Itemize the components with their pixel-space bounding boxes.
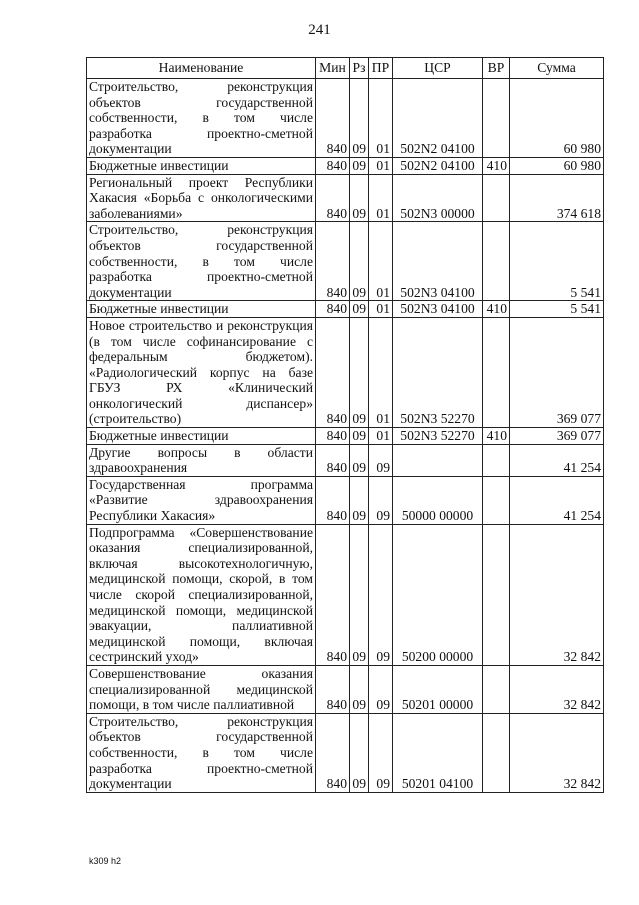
cell-pr: 09 xyxy=(369,476,393,524)
header-rz: Рз xyxy=(350,58,369,79)
header-csr: ЦСР xyxy=(393,58,483,79)
cell-vr xyxy=(483,79,510,158)
cell-csr: 502N3 04100 xyxy=(393,222,483,301)
cell-sum: 60 980 xyxy=(510,79,604,158)
cell-pr: 01 xyxy=(369,222,393,301)
cell-min: 840 xyxy=(316,301,350,318)
cell-pr: 09 xyxy=(369,665,393,713)
cell-sum: 5 541 xyxy=(510,222,604,301)
header-vr: ВР xyxy=(483,58,510,79)
table-row xyxy=(87,428,604,445)
cell-sum: 32 842 xyxy=(510,665,604,713)
cell-rz: 09 xyxy=(350,476,369,524)
cell-csr: 502N2 04100 xyxy=(393,79,483,158)
cell-csr: 50201 00000 xyxy=(393,665,483,713)
cell-min: 840 xyxy=(316,524,350,665)
cell-csr: 502N2 04100 xyxy=(393,157,483,174)
cell-rz: 09 xyxy=(350,524,369,665)
cell-vr xyxy=(483,174,510,222)
cell-sum: 32 842 xyxy=(510,524,604,665)
cell-csr xyxy=(393,444,483,476)
cell-vr: 410 xyxy=(483,428,510,445)
table-row xyxy=(87,79,604,158)
cell-name: Строительство, реконструкция объектов государственной собственности, в том числе разработка проектно-сметной документации xyxy=(87,713,316,792)
cell-min: 840 xyxy=(316,157,350,174)
cell-vr xyxy=(483,222,510,301)
cell-csr: 502N3 04100 xyxy=(393,301,483,318)
cell-name: Бюджетные инвестиции xyxy=(87,301,316,318)
cell-name: Бюджетные инвестиции xyxy=(87,157,316,174)
cell-csr: 502N3 00000 xyxy=(393,174,483,222)
cell-vr: 410 xyxy=(483,301,510,318)
cell-name: Подпрограмма «Совершенствование оказания специализированной, включая высокотехнологичную, медицинской помощи, скорой, в том числе скорой специализированной, медицинской помощи, медицинской эвакуации, паллиативной медицинской помощи, включая сестринский уход» xyxy=(87,524,316,665)
cell-rz: 09 xyxy=(350,222,369,301)
table-row xyxy=(87,444,604,476)
cell-sum: 369 077 xyxy=(510,317,604,427)
cell-rz: 09 xyxy=(350,428,369,445)
cell-min: 840 xyxy=(316,174,350,222)
table-header-row xyxy=(87,58,604,79)
cell-min: 840 xyxy=(316,713,350,792)
cell-min: 840 xyxy=(316,317,350,427)
cell-sum: 41 254 xyxy=(510,476,604,524)
table-row xyxy=(87,713,604,792)
cell-name: Строительство, реконструкция объектов государственной собственности, в том числе разработка проектно-сметной документации xyxy=(87,222,316,301)
cell-rz: 09 xyxy=(350,444,369,476)
cell-name: Региональный проект Республики Хакасия «Борьба с онкологическими заболеваниями» xyxy=(87,174,316,222)
cell-rz: 09 xyxy=(350,713,369,792)
cell-vr xyxy=(483,476,510,524)
table-row xyxy=(87,476,604,524)
cell-sum: 60 980 xyxy=(510,157,604,174)
cell-sum: 369 077 xyxy=(510,428,604,445)
cell-name: Новое строительство и реконструкция (в том числе софинансирование с федеральным бюджетом). «Радиологический корпус на базе ГБУЗ РХ «Клинический онкологический диспансер» (строительство) xyxy=(87,317,316,427)
cell-rz: 09 xyxy=(350,157,369,174)
cell-name: Строительство, реконструкция объектов государственной собственности, в том числе разработка проектно-сметной документации xyxy=(87,79,316,158)
table-row xyxy=(87,174,604,222)
cell-min: 840 xyxy=(316,79,350,158)
table-row xyxy=(87,524,604,665)
cell-rz: 09 xyxy=(350,301,369,318)
cell-name: Другие вопросы в области здравоохранения xyxy=(87,444,316,476)
table-row xyxy=(87,301,604,318)
footer-code: k309 h2 xyxy=(89,856,122,866)
cell-pr: 01 xyxy=(369,174,393,222)
cell-rz: 09 xyxy=(350,317,369,427)
cell-pr: 01 xyxy=(369,428,393,445)
cell-vr xyxy=(483,317,510,427)
cell-sum: 41 254 xyxy=(510,444,604,476)
cell-csr: 50200 00000 xyxy=(393,524,483,665)
table-row xyxy=(87,665,604,713)
cell-rz: 09 xyxy=(350,174,369,222)
cell-sum: 32 842 xyxy=(510,713,604,792)
cell-name: Государственная программа «Развитие здравоохранения Республики Хакасия» xyxy=(87,476,316,524)
cell-vr xyxy=(483,524,510,665)
budget-table xyxy=(86,57,604,793)
cell-vr xyxy=(483,713,510,792)
cell-min: 840 xyxy=(316,476,350,524)
cell-min: 840 xyxy=(316,665,350,713)
cell-pr: 09 xyxy=(369,444,393,476)
cell-name: Совершенствование оказания специализированной медицинской помощи, в том числе паллиативной xyxy=(87,665,316,713)
cell-min: 840 xyxy=(316,444,350,476)
cell-csr: 50201 04100 xyxy=(393,713,483,792)
cell-rz: 09 xyxy=(350,665,369,713)
cell-pr: 01 xyxy=(369,79,393,158)
cell-vr xyxy=(483,444,510,476)
cell-name: Бюджетные инвестиции xyxy=(87,428,316,445)
cell-csr: 502N3 52270 xyxy=(393,428,483,445)
cell-pr: 01 xyxy=(369,301,393,318)
cell-min: 840 xyxy=(316,222,350,301)
table-row xyxy=(87,157,604,174)
cell-pr: 09 xyxy=(369,713,393,792)
table-row xyxy=(87,317,604,427)
table-row xyxy=(87,222,604,301)
header-name: Наименование xyxy=(87,58,316,79)
header-min: Мин xyxy=(316,58,350,79)
cell-min: 840 xyxy=(316,428,350,445)
cell-csr: 50000 00000 xyxy=(393,476,483,524)
header-pr: ПР xyxy=(369,58,393,79)
cell-pr: 09 xyxy=(369,524,393,665)
cell-csr: 502N3 52270 xyxy=(393,317,483,427)
cell-pr: 01 xyxy=(369,157,393,174)
cell-pr: 01 xyxy=(369,317,393,427)
cell-vr xyxy=(483,665,510,713)
cell-vr: 410 xyxy=(483,157,510,174)
cell-rz: 09 xyxy=(350,79,369,158)
cell-sum: 5 541 xyxy=(510,301,604,318)
cell-sum: 374 618 xyxy=(510,174,604,222)
page-number: 241 xyxy=(308,22,331,38)
header-sum: Сумма xyxy=(510,58,604,79)
